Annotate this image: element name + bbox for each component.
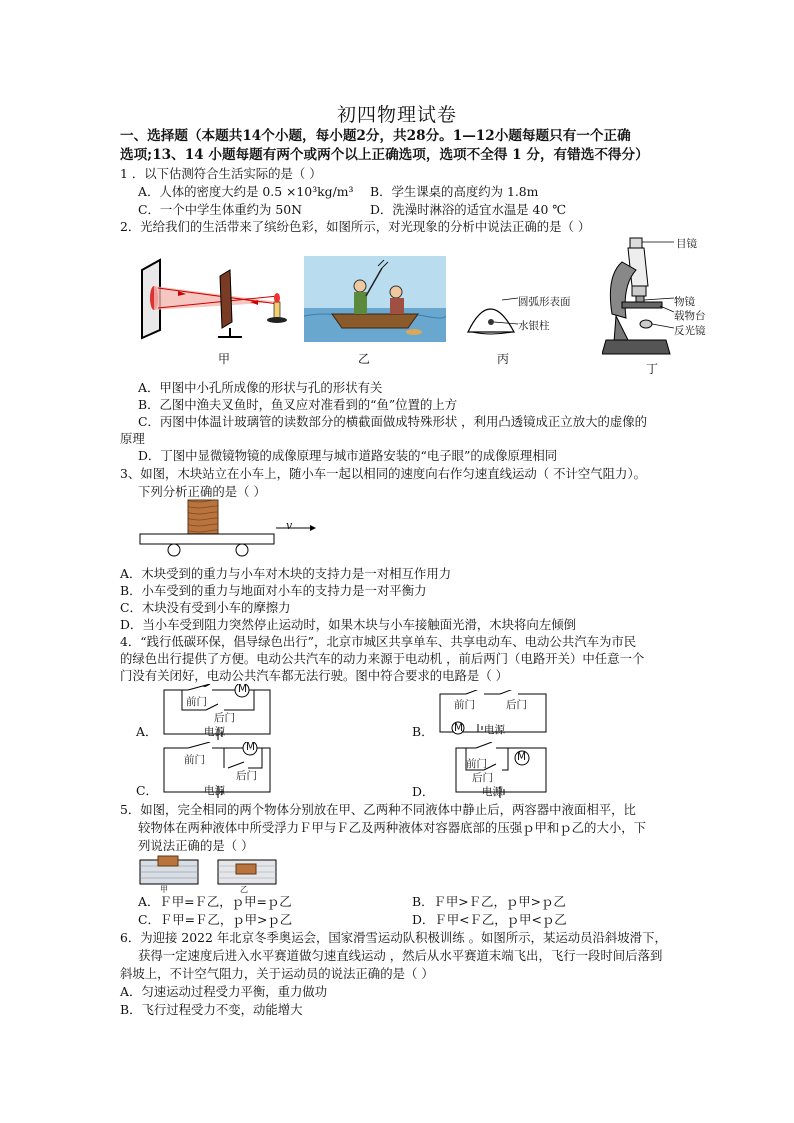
- q4-stem-line2: 的绿色出行提供了方便。电动公共汽车的动力来源于电动机 ，前后两门（电路开关）中任意一个: [120, 651, 645, 666]
- q3-option-a: A．木块受到的重力与小车对木块的支持力是一对相互作用力: [120, 566, 452, 581]
- label-arc-surface: 圆弧形表面: [518, 296, 571, 308]
- circuit-b-power: 电源: [484, 724, 505, 736]
- microscope-figure: [602, 236, 674, 358]
- thermometer-section-figure: [462, 292, 520, 342]
- circuit-b-label: B．: [412, 724, 434, 739]
- circuit-a-label: A．: [136, 724, 158, 739]
- q3-option-d: D．当小车受到阻力突然停止运动时，如果木块与小车接触面光滑，木块将向左倾倒: [120, 617, 576, 632]
- q5-stem-line1: 5．如图，完全相同的两个物体分别放在甲、乙两种不同液体中静止后，两容器中液面相平，比: [120, 802, 636, 817]
- circuit-c-label: C．: [136, 783, 158, 798]
- q5-stem-line3: 列说法正确的是（ ）: [138, 838, 254, 853]
- q6-stem-line3: 斜坡上，不计空气阻力，关于运动员的说法正确的是（ ）: [120, 966, 434, 981]
- q2-option-c-line2: 原理: [120, 431, 145, 446]
- q1-option-b: B．学生课桌的高度约为 1.8m: [370, 184, 539, 199]
- label-mercury-column: 水银柱: [518, 320, 550, 332]
- circuit-c-motor: M: [246, 741, 256, 753]
- q2-stem: 2．光给我们的生活带来了缤纷色彩，如图所示，对光现象的分析中说法正确的是（ ）: [120, 219, 591, 234]
- label-mirror: 反光镜: [674, 325, 706, 337]
- q5-stem-line2: 较物体在两种液体中所受浮力Ｆ甲与Ｆ乙及两种液体对容器底部的压强ｐ甲和ｐ乙的大小，下: [138, 820, 647, 835]
- circuit-d-label: D．: [412, 784, 435, 799]
- q2-option-c-line1: C．丙图中体温计玻璃管的读数部分的横截面做成特殊形状 ，利用凸透镜成正立放大的虚像的: [138, 414, 648, 429]
- circuit-a-front-door: 前门: [186, 696, 207, 708]
- circuit-d-motor: M: [517, 751, 527, 763]
- pinhole-figure: [138, 258, 298, 340]
- section-heading-line2: 选项;13、14 小题每题有两个或两个以上正确选项，选项不全得 1 分，有错选不得分）: [120, 147, 649, 163]
- circuit-d-power: 电源: [482, 786, 503, 798]
- circuit-b-front-door: 前门: [454, 699, 475, 711]
- buoyancy-containers-figure: [138, 854, 278, 890]
- q3-stem-line1: 3、如图，木块站立在小车上，随小车一起以相同的速度向右作匀速直线运动（ 不计空气阻力）。: [120, 466, 647, 481]
- circuit-a-back-door: 后门: [214, 712, 235, 724]
- q3-stem-line2: 下列分析正确的是（ ）: [138, 484, 266, 499]
- circuit-d-back-door: 后门: [472, 772, 493, 784]
- q1-option-d: D．洗澡时淋浴的适宜水温是 40 ℃: [370, 202, 567, 217]
- q5-option-d: D．Ｆ甲<Ｆ乙，ｐ甲<ｐ乙: [412, 912, 567, 927]
- circuit-b-motor: M: [454, 722, 464, 734]
- q4-stem-line1: 4．“践行低碳环保，倡导绿色出行”，北京市城区共享单车、共享电动车、电动公共汽车为市民: [120, 634, 637, 649]
- circuit-a-motor: M: [238, 683, 248, 695]
- figure-label-bing: 丙: [497, 352, 510, 366]
- label-stage: 载物台: [674, 310, 706, 322]
- q1-option-a: A．人体的密度大约是 0.5 ×10³kg/m³: [138, 184, 354, 199]
- circuit-c-front-door: 前门: [184, 754, 205, 766]
- velocity-label: v: [286, 519, 293, 532]
- figure-label-yi: 乙: [358, 352, 371, 366]
- q6-stem-line1: 6．为迎接 2022 年北京冬季奥运会，国家滑雪运动队积极训练 。如图所示，某运动员沿斜坡滑下，: [120, 930, 667, 945]
- q2-option-a: A．甲图中小孔所成像的形状与孔的形状有关: [138, 380, 383, 395]
- label-objective: 物镜: [674, 296, 695, 308]
- circuit-a-power: 电源: [204, 726, 225, 738]
- q5-option-b: B．Ｆ甲>Ｆ乙，ｐ甲>ｐ乙: [412, 894, 566, 909]
- q2-option-b: B．乙图中渔夫叉鱼时，鱼叉应对准看到的“鱼”位置的上方: [138, 397, 458, 412]
- q3-option-c: C．木块没有受到小车的摩擦力: [120, 600, 291, 615]
- circuit-d-front-door: 前门: [466, 758, 487, 770]
- figure-label-ding: 丁: [646, 362, 659, 376]
- fisherman-figure: [304, 256, 446, 342]
- circuit-c-power: 电源: [204, 785, 225, 797]
- figure-label-jia: 甲: [218, 352, 231, 366]
- q6-stem-line2: 获得一定速度后进入水平赛道做匀速直线运动 ，然后从水平赛道末端飞出，飞行一段时间后落到: [138, 948, 663, 963]
- q5-option-a: A．Ｆ甲=Ｆ乙，ｐ甲=ｐ乙: [138, 894, 292, 909]
- q2-option-d: D．丁图中显微镜物镜的成像原理与城市道路安装的“电子眼”的成像原理相同: [138, 448, 558, 463]
- page-title: 初四物理试卷: [336, 104, 457, 126]
- label-eyepiece: 目镜: [676, 238, 697, 250]
- q1-stem: 1 ．以下估测符合生活实际的是（ ）: [120, 166, 322, 181]
- circuit-b-back-door: 后门: [506, 699, 527, 711]
- section-heading-line1: 一、选择题（本题共14个小题，每小题2分，共28分。1—12小题每题只有一个正确: [120, 128, 631, 144]
- circuit-c-back-door: 后门: [236, 770, 257, 782]
- q6-option-b: B．飞行过程受力不变，动能增大: [120, 1002, 303, 1017]
- container-label-yi: 乙: [240, 885, 248, 894]
- q4-stem-line3: 门没有关闭好，电动公共汽车都无法行驶。图中符合要求的电路是（ ）: [120, 668, 509, 683]
- container-label-jia: 甲: [160, 885, 168, 894]
- q3-option-b: B．小车受到的重力与地面对小车的支持力是一对平衡力: [120, 583, 427, 598]
- q5-option-c: C．Ｆ甲=Ｆ乙，ｐ甲>ｐ乙: [138, 912, 293, 927]
- q1-option-c: C．一个中学生体重约为 50N: [138, 202, 302, 217]
- q6-option-a: A．匀速运动过程受力平衡，重力做功: [120, 984, 328, 999]
